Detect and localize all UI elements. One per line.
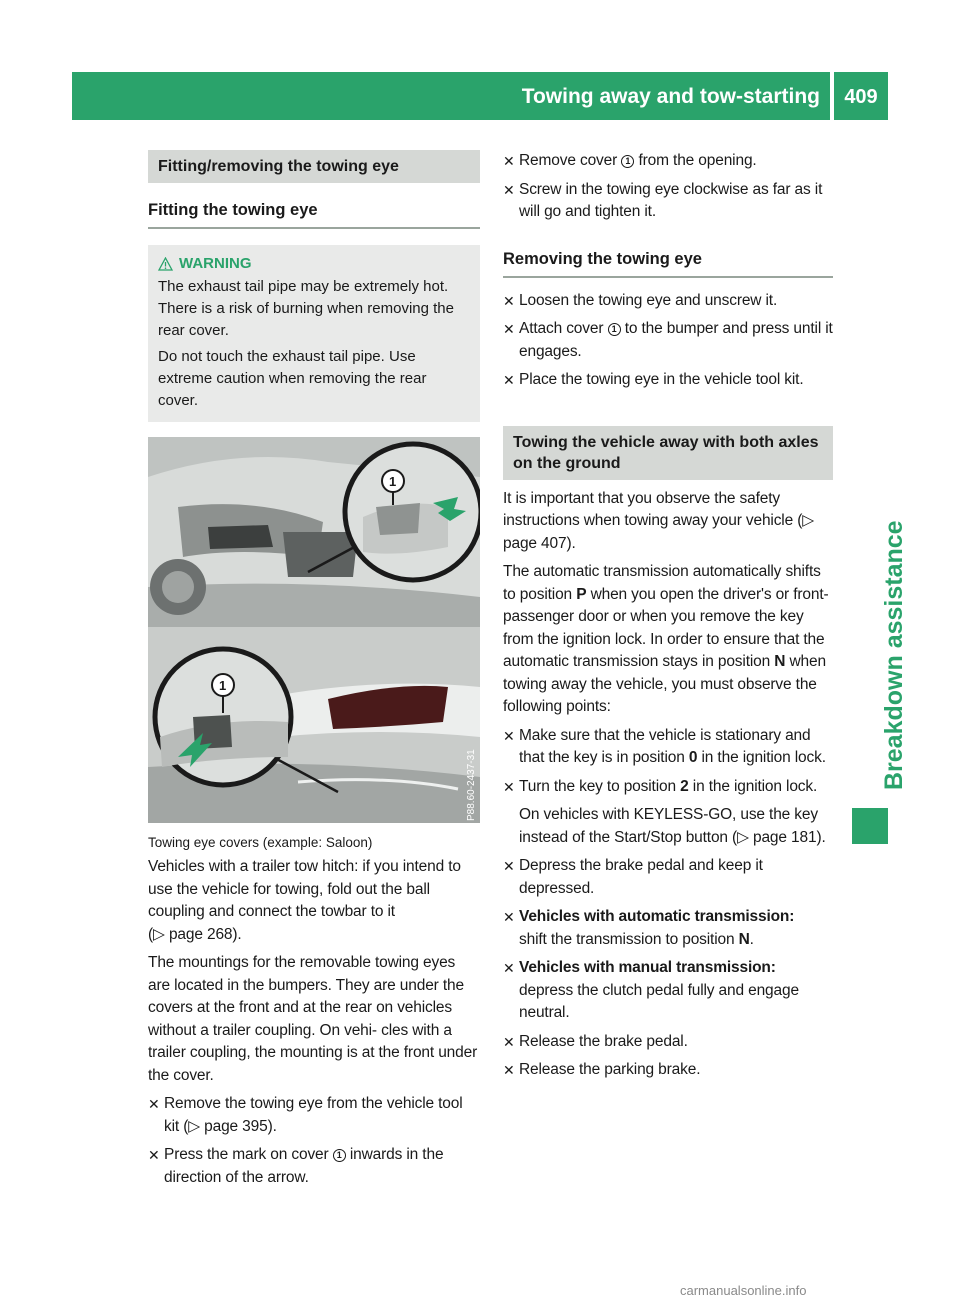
step-marker-icon: ✕ — [148, 1096, 160, 1112]
section-title-towing-away: Towing the vehicle away with both axles on the ground — [503, 426, 833, 480]
warning-text-2: Do not touch the exhaust tail pipe. Use extreme caution when removing the rear cover. — [158, 348, 427, 409]
step-text: Attach cover — [519, 320, 604, 337]
section-title-towing-eye: Fitting/removing the towing eye — [148, 150, 480, 183]
trailer-hitch-text: Vehicles with a trailer tow hitch: if you intend to use the vehicle for towing, fold out the ball coupling and connect the towbar to it — [148, 858, 461, 920]
position-p: P — [576, 585, 587, 603]
step-marker-icon: ✕ — [503, 960, 515, 976]
step-bold-label: Vehicles with automatic transmission: — [519, 908, 795, 925]
step-marker-icon: ✕ — [503, 372, 515, 388]
step-marker-icon: ✕ — [503, 181, 515, 198]
step-marker-icon: ✕ — [503, 858, 515, 874]
text: when towing away the vehicle, you must observe the following points: — [503, 653, 826, 715]
left-column — [148, 150, 480, 1189]
right-column — [503, 150, 833, 1082]
side-tab — [846, 310, 908, 790]
position-n: N — [774, 653, 786, 670]
step-text-cont: in the ignition lock. — [701, 749, 826, 766]
step-text: Release the brake pedal. — [519, 1032, 688, 1050]
position-0: 0 — [688, 749, 698, 766]
text: The automatic transmission automatically shifts to position — [503, 563, 821, 603]
step-text-cont: inwards in the direction of the arrow. — [164, 1146, 444, 1186]
safety-paragraph: It is important that you observe the safety instructions when towing away your vehicle (▷ page 407). — [503, 489, 815, 552]
step-marker-icon: ✕ — [503, 1062, 515, 1078]
transmission-paragraph — [503, 561, 833, 719]
step-text: Screw in the towing eye clockwise as far as it will go and tighten it. — [519, 180, 823, 220]
step-release-parking — [503, 1059, 833, 1082]
step-marker-icon: ✕ — [503, 292, 515, 309]
page-ref-268: (▷ page 268). — [148, 925, 242, 943]
page-header-title: Towing away and tow-starting — [521, 85, 820, 108]
step-marker-icon: ✕ — [503, 909, 515, 925]
step-text: shift the transmission to position — [519, 930, 735, 948]
step-remove-eye — [148, 1093, 480, 1138]
figure-caption: Towing eye covers (example: Saloon) — [148, 835, 373, 850]
step-brake-pedal — [503, 855, 833, 900]
watermark: carmanualsonline.info — [680, 1283, 807, 1298]
figure-callout-1-rear: 1 — [219, 678, 227, 693]
step-screw-in — [503, 179, 833, 224]
step-text: Depress the brake pedal and keep it depressed. — [519, 857, 763, 897]
towing-eye-illustration — [148, 437, 480, 823]
step-place-eye — [503, 369, 833, 392]
step-release-brake — [503, 1031, 833, 1054]
warning-box — [148, 245, 480, 422]
keyless-go-note: On vehicles with KEYLESS-GO, use the key instead of the Start/Stop button (▷ page 181). — [519, 806, 826, 846]
warning-icon — [158, 257, 173, 271]
page-number: 409 — [834, 72, 888, 120]
step-text-cont: to the bumper and press until it engages. — [519, 320, 833, 360]
warning-title: WARNING — [179, 255, 252, 272]
step-text: Press the mark on cover — [164, 1146, 329, 1163]
step-text-cont: in the ignition lock. — [692, 777, 818, 795]
mountings-paragraph: The mountings for the removable towing eyes are located in the bumpers. They are under the covers at the front and at the rear on vehicles without a trailer coupling. On vehi- cles with a trailer coupling, the mounting is at the front under the cover. — [148, 954, 478, 1084]
position-2: 2 — [680, 777, 689, 795]
step-marker-icon: ✕ — [503, 1033, 515, 1050]
subheading-fitting: Fitting the towing eye — [148, 191, 480, 229]
trailer-hitch-paragraph — [148, 856, 480, 946]
step-marker-icon: ✕ — [503, 778, 515, 795]
callout-1-icon: 1 — [608, 323, 621, 336]
step-loosen — [503, 290, 833, 313]
callout-1-icon: 1 — [621, 155, 634, 168]
step-stationary — [503, 725, 833, 770]
step-text: Make sure that the vehicle is stationary and that the key is in position — [519, 726, 811, 766]
figure-code: P88.60-2437-31 — [466, 749, 477, 821]
text: when you open the driver's or front-passenger door or when you remove the key from the ignition lock. In order to ensure that the automatic transmission stays in position — [503, 585, 829, 670]
warning-text-1: The exhaust tail pipe may be extremely hot. There is a risk of burning when removing the rear cover. — [158, 278, 454, 339]
step-marker-icon: ✕ — [503, 727, 515, 744]
figure-callout-1: 1 — [389, 474, 397, 489]
subheading-removing: Removing the towing eye — [503, 240, 833, 278]
step-attach-cover — [503, 318, 833, 363]
step-automatic — [503, 906, 833, 951]
step-turn-key — [503, 776, 833, 799]
step-marker-icon: ✕ — [503, 321, 515, 337]
step-remove-cover — [503, 150, 833, 173]
step-text: Turn the key to position — [519, 777, 676, 795]
punct: . — [749, 930, 754, 948]
step-bold-label: Vehicles with manual transmission: — [519, 959, 776, 976]
step-text: Remove cover — [519, 152, 618, 169]
step-marker-icon: ✕ — [148, 1147, 160, 1163]
step-text-cont: from the opening. — [638, 152, 757, 169]
step-text: Release the parking brake. — [519, 1061, 701, 1078]
step-text: depress the clutch pedal fully and engage neutral. — [519, 981, 799, 1021]
step-text: Remove the towing eye from the vehicle tool kit (▷ page 395). — [164, 1095, 463, 1135]
warning-header — [158, 255, 470, 272]
step-press-mark — [148, 1144, 480, 1189]
side-tab-label: Breakdown assistance — [880, 520, 908, 790]
position-n: N — [738, 930, 750, 948]
step-text: Loosen the towing eye and unscrew it. — [519, 291, 778, 309]
callout-1-icon: 1 — [333, 1149, 346, 1162]
side-tab-marker — [852, 808, 888, 844]
step-manual — [503, 957, 833, 1025]
step-marker-icon: ✕ — [503, 153, 515, 169]
step-text: Place the towing eye in the vehicle tool kit. — [519, 371, 804, 388]
towing-eye-cover-figure — [148, 437, 480, 823]
